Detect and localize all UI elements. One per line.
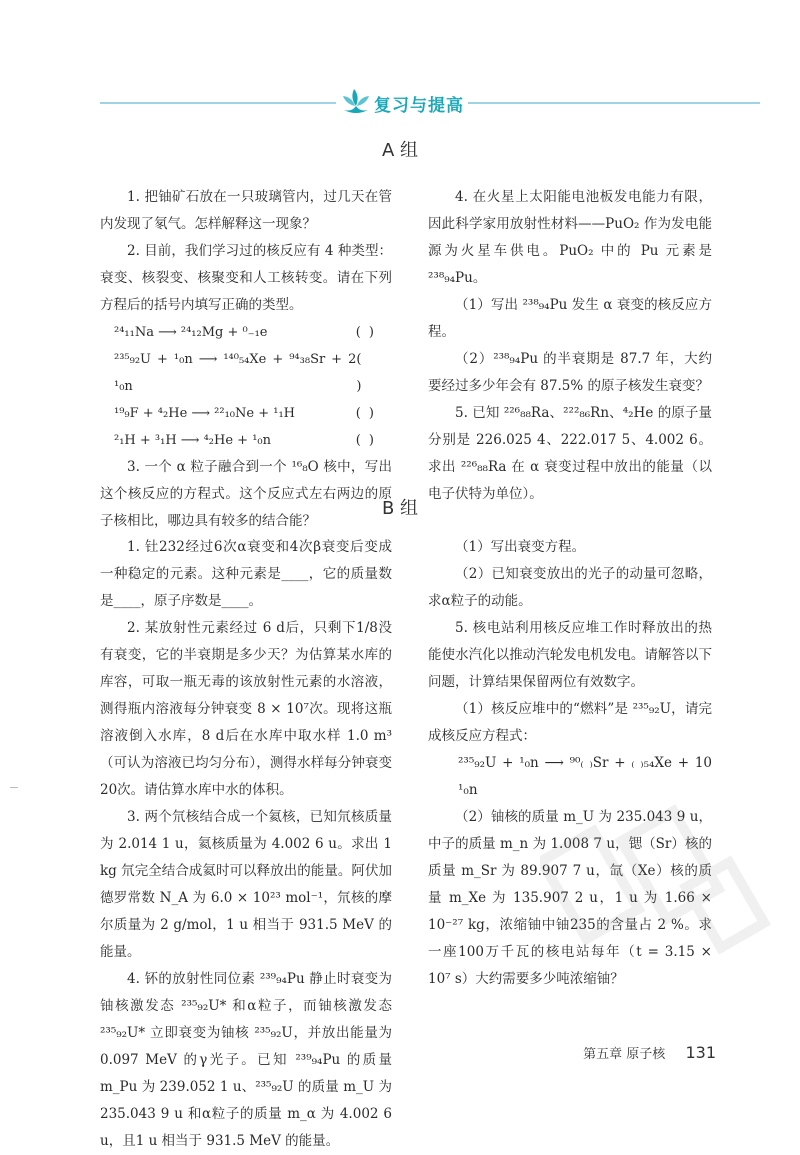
b-question-4-part-2: （2）已知衰变放出的光子的动量可忽略，求α粒子的动能。 [428,566,712,609]
b-question-5: 5. 核电站利用核反应堆工作时释放出的热能使水汽化以推动汽轮发电机发电。请解答以下问题，计算结果保留两位有效数字。 [428,620,712,690]
page-footer [583,1043,716,1062]
b-question-5-part-2: （2）铀核的质量 m_U 为 235.043 9 u，中子的质量 m_n 为 1.008 7 u，锶（Sr）核的质量 m_Sr 为 89.907 7 u，氙（Xe）核的质量 m_Xe 为 135.907 2 u，1 u 为 1.66 × 10⁻²⁷ kg，浓缩铀中铀235的含量占 2 %。求一座100万千瓦的核电站每年（t = 3.15 × 10⁷ s）大约需要多少吨浓缩铀？ [428,809,712,987]
b-question-2: 2. 某放射性元素经过 6 d后，只剩下1/8没有衰变，它的半衰期是多少天？为估算某水库的库容，可取一瓶无毒的该放射性元素的水溶液，测得瓶内溶液每分钟衰变 8 × 10⁷次。现将这瓶溶液倒入水库，8 d后在水库中取水样 1.0 m³（可认为溶液已均匀分布），测得水样每分钟衰变20次。请估算水库中水的体积。 [100,620,392,798]
answer-blank: ( ) [355,406,376,421]
b-question-1: 1. 钍232经过6次α衰变和4次β衰变后变成一种稳定的元素。这种元素是____，它的质量数是____，原子序数是____。 [100,539,392,609]
b-question-3: 3. 两个氘核结合成一个氦核，已知氘核质量为 2.014 1 u，氦核质量为 4.002 6 u。求出 1 kg 氘完全结合成氦时可以释放出的能量。阿伏加德罗常数 N_A 为 6.0 × 10²³ mol⁻¹，氘核的摩尔质量为 2 g/mol，1 u 相当于 931.5 MeV 的能量。 [100,809,392,960]
margin-mark [10,787,18,788]
equation-row [100,400,392,427]
chapter-label: 第五章 [583,1047,623,1062]
equation-row [100,427,392,454]
group-a-right-column [428,184,712,508]
group-a-title: A 组 [381,140,419,161]
answer-blank: ( ) [356,352,364,394]
header-rule-right [468,102,760,104]
b-question-5-part-1: （1）核反应堆中的“燃料”是 ²³⁵₉₂U，请完成核反应方程式： [428,701,712,744]
equation: ²⁴₁₁Na ⟶ ²⁴₁₂Mg + ⁰₋₁e [114,325,268,340]
a-question-4-part-2: （2）²³⁸₉₄Pu 的半衰期是 87.7 年，大约要经过多少年会有 87.5% 的原子核发生衰变？ [428,351,712,394]
b-question-4: 4. 钚的放射性同位素 ²³⁹₉₄Pu 静止时衰变为铀核激发态 ²³⁵₉₂U* 和α粒子，而铀核激发态 ²³⁵₉₂U* 立即衰变为铀核 ²³⁵₉₂U，并放出能量为 0.097 MeV 的γ光子。已知 ²³⁹₉₄Pu 的质量 m_Pu 为 239.052 1 u、²³⁵₉₂U 的质量 m_U 为 235.043 9 u 和α粒子的质量 m_α 为 4.002 6 u，且1 u 相当于 931.5 MeV 的能量。 [100,971,392,1149]
b-question-4-part-1: （1）写出衰变方程。 [455,539,586,555]
a-question-2: 2. 目前，我们学习过的核反应有 4 种类型：衰变、核裂变、核聚变和人工核转变。请在下列方程后的括号内填写正确的类型。 [100,243,392,313]
equation: ¹⁹₉F + ⁴₂He ⟶ ²²₁₀Ne + ¹₁H [114,406,295,421]
a-question-1: 1. 把铀矿石放在一只玻璃管内，过几天在管内发现了氡气。怎样解释这一现象？ [100,189,392,232]
equation-row [100,319,392,346]
a-question-3: 3. 一个 α 粒子融合到一个 ¹⁶₈O 核中，写出这个核反应的方程式。这个反应式左右两边的原子核相比，哪边具有较多的结合能？ [100,459,392,529]
answer-blank: ( ) [355,433,376,448]
page-number: 131 [685,1043,716,1062]
answer-blank: ( ) [355,325,376,340]
chapter-title: 原子核 [626,1047,666,1062]
a-question-4: 4. 在火星上太阳能电池板发电能力有限，因此科学家用放射性材料——PuO₂ 作为发电能源为火星车供电。PuO₂ 中的 Pu 元素是 ²³⁸₉₄Pu。 [428,189,712,286]
equation: ²³⁵₉₂U + ¹₀n ⟶ ¹⁴⁰₅₄Xe + ⁹⁴₃₈Sr + 2 ¹₀n [114,352,357,394]
header-rule-left [100,102,336,104]
equation: ²₁H + ³₁H ⟶ ⁴₂He + ¹₀n [114,433,271,448]
leaf-logo-icon [340,86,372,116]
section-header [0,86,800,122]
group-b-left-column [100,534,392,1155]
watermark-icon [540,800,780,970]
header-title: 复习与提高 [374,96,464,116]
a-question-5: 5. 已知 ²²⁶₈₈Ra、²²²₈₆Rn、⁴₂He 的原子量分别是 226.025 4、222.017 5、4.002 6。求出 ²²⁶₈₈Ra 在 α 衰变过程中放出的能量（以电子伏特为单位）。 [428,405,712,502]
group-a-left-column [100,184,392,535]
group-b-title: B 组 [381,498,419,519]
equation-row [100,346,392,400]
b-question-5-equation: ²³⁵₉₂U + ¹₀n ⟶ ⁹⁰₍ ₎Sr + ₍ ₎₅₄Xe + 10 ¹₀n [458,755,712,798]
a-question-4-part-1: （1）写出 ²³⁸₉₄Pu 发生 α 衰变的核反应方程。 [428,297,712,340]
